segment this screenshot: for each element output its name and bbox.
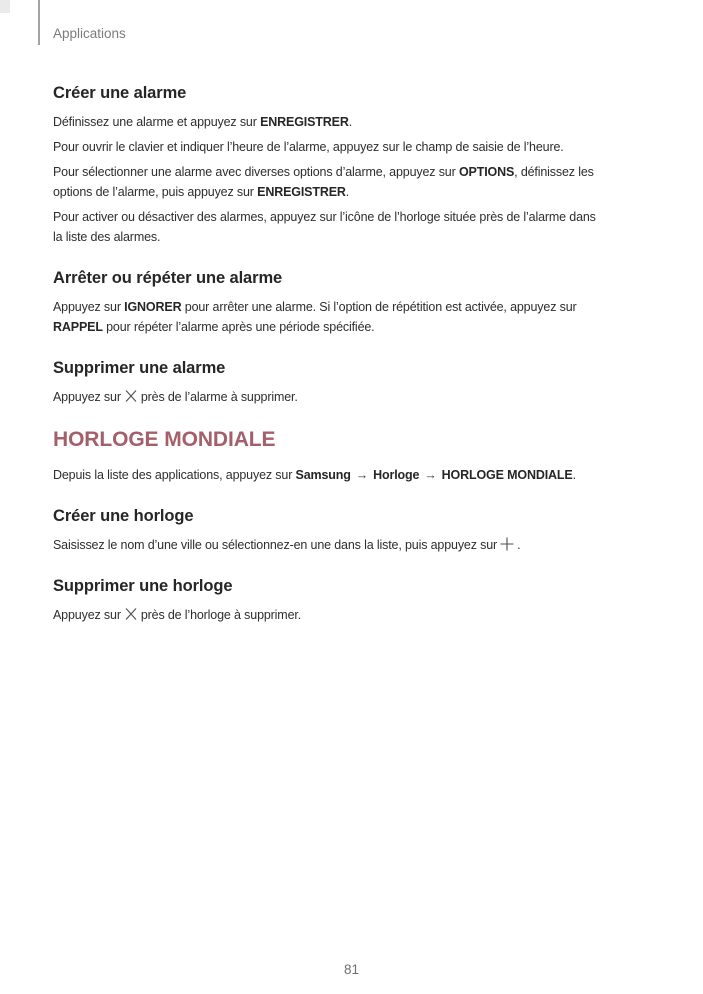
page-number: 81 — [343, 962, 360, 977]
paragraph: Pour activer ou désactiver des alarmes, appuyez sur l’icône de l’horloge située près de l’alarme dans la liste des alarmes. — [53, 209, 596, 244]
ui-label: Samsung — [295, 468, 351, 483]
paragraph: Appuyez sur près de l’alarme à supprimer. — [53, 387, 675, 407]
ui-label: ENREGISTRER — [260, 114, 349, 129]
section-heading: Créer une horloge — [53, 507, 194, 526]
paragraph: Appuyez sur IGNORER pour arrêter une alarme. Si l’option de répétition est activée, appuyez sur RAPPEL pour répéter l’alarme après une période spécifiée. — [53, 299, 577, 334]
paragraph: Pour ouvrir le clavier et indiquer l’heure de l’alarme, appuyez sur le champ de saisie de l’heure. — [53, 139, 564, 154]
ui-label: RAPPEL — [53, 319, 103, 334]
paragraph: Définissez une alarme et appuyez sur ENREGISTRER. — [53, 114, 353, 129]
arrow-right-icon: → — [355, 468, 369, 483]
paragraph: Appuyez sur près de l’horloge à supprimer. — [53, 605, 675, 625]
ui-label: OPTIONS — [458, 164, 515, 179]
section-heading: Créer une alarme — [53, 84, 187, 102]
section-heading: Supprimer une horloge — [53, 577, 233, 596]
section-heading: Supprimer une alarme — [53, 358, 226, 377]
ui-label: Horloge — [373, 468, 420, 483]
corner-mark — [0, 0, 10, 13]
section-heading: Arrêter ou répéter une alarme — [53, 268, 283, 287]
chapter-heading: HORLOGE MONDIALE — [53, 427, 276, 451]
add-icon — [500, 535, 514, 555]
paragraph: Depuis la liste des applications, appuyez sur Samsung → Horloge → HORLOGE MONDIALE. — [53, 468, 576, 483]
ui-label: HORLOGE MONDIALE — [441, 468, 573, 483]
paragraph: Saisissez le nom d’une ville ou sélectionnez-en une dans la liste, puis appuyez sur . — [53, 535, 675, 555]
ui-label: IGNORER — [124, 299, 182, 314]
ui-label: ENREGISTRER — [257, 184, 346, 199]
running-header: Applications — [53, 26, 126, 41]
delete-icon — [124, 387, 138, 407]
delete-icon — [124, 605, 138, 625]
paragraph: Pour sélectionner une alarme avec diverses options d’alarme, appuyez sur OPTIONS, définissez les options de l’alarme, puis appuyez sur ENREGISTRER. — [53, 164, 594, 199]
arrow-right-icon: → — [424, 468, 437, 483]
page-content — [53, 45, 675, 625]
header-rule — [38, 0, 40, 45]
